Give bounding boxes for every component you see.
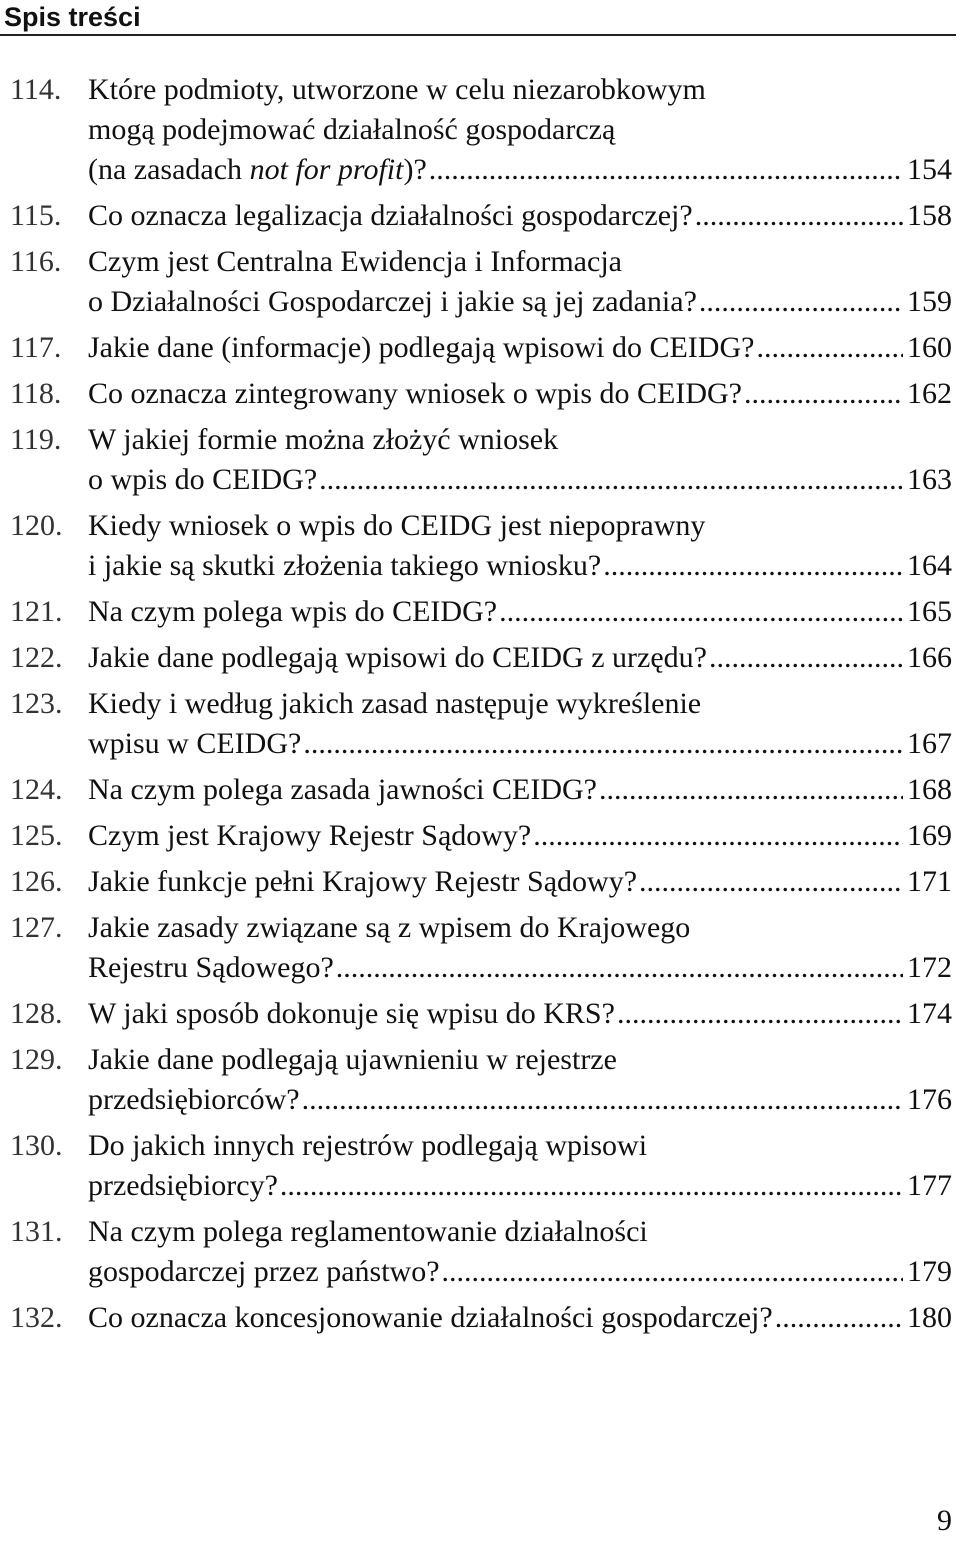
- toc-entry[interactable]: [10, 862, 952, 902]
- toc-entry-number: 123.: [10, 687, 63, 720]
- toc-entry-number: 119.: [10, 423, 62, 456]
- toc-entry-title-line: Jakie dane podlegają wpisowi do CEIDG z urzędu?: [88, 641, 707, 674]
- toc-entry-title-line: Co oznacza zintegrowany wniosek o wpis do CEIDG?: [88, 377, 742, 410]
- toc-entry-page: 169: [907, 819, 952, 852]
- toc-entry-body: [88, 908, 952, 988]
- toc-entry-leader-line: [88, 1080, 952, 1120]
- toc-entry-title-line: wpisu w CEIDG?: [88, 727, 302, 760]
- toc-entry-title-line: przedsiębiorców?: [88, 1083, 300, 1116]
- toc-entry-body: [88, 862, 952, 902]
- toc-entry[interactable]: [10, 374, 952, 414]
- toc-entry-body: [88, 420, 952, 500]
- toc-entry-number: 117.: [10, 331, 62, 364]
- toc-entry-page: 165: [907, 595, 952, 628]
- toc-entry-title-line: gospodarczej przez państwo?: [88, 1255, 440, 1288]
- toc-entry-number: 129.: [10, 1043, 63, 1076]
- dot-leader: [300, 1080, 903, 1120]
- toc-entry-title-line: Na czym polega wpis do CEIDG?: [88, 595, 498, 628]
- toc-entry-title-line: przedsiębiorcy?: [88, 1169, 278, 1202]
- toc-entry-leader-line: [88, 374, 952, 414]
- toc-entry-page: 168: [907, 773, 952, 806]
- toc-entry-page: 159: [907, 285, 952, 318]
- toc-entry-leader-line: [88, 1298, 952, 1338]
- toc-entry-number: 120.: [10, 509, 63, 542]
- toc-entry-body: [88, 770, 952, 810]
- page-title: Spis treści: [4, 2, 141, 32]
- toc-entry-page: 179: [907, 1255, 952, 1288]
- toc-entry-page: 177: [907, 1169, 952, 1202]
- dot-leader: [317, 460, 903, 500]
- toc-entry-leader-line: [88, 638, 952, 678]
- dot-leader: [742, 374, 903, 414]
- toc-entry-leader-line: [88, 150, 952, 190]
- toc-entry[interactable]: [10, 506, 952, 586]
- toc-entry-page: 163: [907, 463, 952, 496]
- toc-entry-page: 160: [907, 331, 952, 364]
- toc-entry-title-line: Jakie dane (informacje) podlegają wpisowi do CEIDG?: [88, 331, 755, 364]
- dot-leader: [601, 546, 903, 586]
- toc-entry-title-line: Na czym polega zasada jawności CEIDG?: [88, 773, 597, 806]
- dot-leader: [427, 150, 903, 190]
- toc-entry-leader-line: [88, 196, 952, 236]
- toc-entry[interactable]: [10, 328, 952, 368]
- dot-leader: [278, 1166, 903, 1206]
- toc-entry[interactable]: [10, 1212, 952, 1292]
- toc-entry-title-line: Co oznacza koncesjonowanie działalności gospodarczej?: [88, 1301, 773, 1334]
- toc-entry-leader-line: [88, 724, 952, 764]
- toc-entry-leader-line: [88, 994, 952, 1034]
- toc-entry-body: [88, 506, 952, 586]
- toc-entry-number: 122.: [10, 641, 63, 674]
- toc-entry-title-line: Które podmioty, utworzone w celu niezarobkowym: [88, 73, 706, 106]
- toc-entry-title-line: (na zasadach not for profit)?: [88, 153, 427, 186]
- dot-leader: [615, 994, 903, 1034]
- toc-entry-title-line: Rejestru Sądowego?: [88, 951, 334, 984]
- page-number: 9: [937, 1504, 952, 1537]
- toc-entry-page: 176: [907, 1083, 952, 1116]
- toc-entry-leader-line: [88, 460, 952, 500]
- toc-entry-title-line: Kiedy wniosek o wpis do CEIDG jest niepoprawny: [88, 509, 706, 542]
- dot-leader: [301, 724, 903, 764]
- toc-entry-leader-line: [88, 282, 952, 322]
- dot-leader: [531, 816, 903, 856]
- dot-leader: [637, 862, 903, 902]
- toc-entry-page: 166: [907, 641, 952, 674]
- toc-entry-number: 118.: [10, 377, 62, 410]
- dot-leader: [773, 1298, 903, 1338]
- toc-entry[interactable]: [10, 638, 952, 678]
- toc-entry-body: [88, 328, 952, 368]
- toc-entry-leader-line: [88, 1166, 952, 1206]
- toc-entry-body: [88, 242, 952, 322]
- toc-entry-number: 132.: [10, 1301, 63, 1334]
- page-header: [0, 0, 956, 36]
- toc-entry[interactable]: [10, 70, 952, 190]
- toc-entry-number: 127.: [10, 911, 63, 944]
- toc-entry-number: 128.: [10, 997, 63, 1030]
- toc-entry-title-line: o wpis do CEIDG?: [88, 463, 318, 496]
- toc-entry-title-line: Na czym polega reglamentowanie działalności: [88, 1215, 648, 1248]
- toc-entry-title-line: Jakie dane podlegają ujawnieniu w rejestrze: [88, 1043, 617, 1076]
- toc-entry[interactable]: [10, 1040, 952, 1120]
- toc-entry-page: 162: [907, 377, 952, 410]
- toc-entry[interactable]: [10, 196, 952, 236]
- toc-entry[interactable]: [10, 770, 952, 810]
- dot-leader: [597, 770, 903, 810]
- dot-leader: [697, 282, 903, 322]
- toc-entry[interactable]: [10, 592, 952, 632]
- table-of-contents: [10, 70, 952, 1344]
- toc-entry-page: 154: [907, 153, 952, 186]
- toc-entry-number: 131.: [10, 1215, 63, 1248]
- toc-entry-body: [88, 1298, 952, 1338]
- toc-entry-title-line: Do jakich innych rejestrów podlegają wpisowi: [88, 1129, 648, 1162]
- toc-entry-number: 121.: [10, 595, 63, 628]
- toc-entry-title-line: Kiedy i według jakich zasad następuje wykreślenie: [88, 687, 702, 720]
- toc-entry-body: [88, 196, 952, 236]
- toc-entry-title-line: Czym jest Centralna Ewidencja i Informacja: [88, 245, 622, 278]
- toc-entry-number: 116.: [10, 245, 62, 278]
- toc-entry-leader-line: [88, 948, 952, 988]
- toc-entry[interactable]: [10, 420, 952, 500]
- dot-leader: [707, 638, 903, 678]
- dot-leader: [754, 328, 903, 368]
- toc-entry-leader-line: [88, 1252, 952, 1292]
- toc-entry-body: [88, 70, 952, 190]
- toc-entry-page: 174: [907, 997, 952, 1030]
- toc-entry[interactable]: [10, 1298, 952, 1338]
- toc-entry-body: [88, 994, 952, 1034]
- toc-entry-body: [88, 1040, 952, 1120]
- toc-entry-number: 115.: [10, 199, 62, 232]
- toc-entry-title-line: W jaki sposób dokonuje się wpisu do KRS?: [88, 997, 615, 1030]
- dot-leader: [497, 592, 903, 632]
- toc-entry-title-line: o Działalności Gospodarczej i jakie są jej zadania?: [88, 285, 697, 318]
- dot-leader: [693, 196, 903, 236]
- toc-entry-number: 114.: [10, 73, 62, 106]
- dot-leader: [334, 948, 903, 988]
- toc-entry-page: 167: [907, 727, 952, 760]
- toc-entry[interactable]: [10, 242, 952, 322]
- toc-entry[interactable]: [10, 1126, 952, 1206]
- toc-entry-number: 130.: [10, 1129, 63, 1162]
- toc-entry-title-line: mogą podejmować działalność gospodarczą: [88, 113, 616, 146]
- toc-entry-body: [88, 1126, 952, 1206]
- toc-entry-page: 172: [907, 951, 952, 984]
- toc-entry-leader-line: [88, 328, 952, 368]
- toc-entry-number: 124.: [10, 773, 63, 806]
- toc-entry-number: 126.: [10, 865, 63, 898]
- toc-entry-title-line: i jakie są skutki złożenia takiego wniosku?: [88, 549, 602, 582]
- toc-entry-leader-line: [88, 546, 952, 586]
- emphasis-text: not for profit: [249, 153, 404, 186]
- toc-entry-page: 171: [907, 865, 952, 898]
- toc-entry[interactable]: [10, 816, 952, 856]
- toc-entry-body: [88, 638, 952, 678]
- toc-entry-title-line: Jakie zasady związane są z wpisem do Krajowego: [88, 911, 691, 944]
- toc-entry-page: 164: [907, 549, 952, 582]
- toc-entry-body: [88, 684, 952, 764]
- toc-entry[interactable]: [10, 684, 952, 764]
- toc-entry-leader-line: [88, 816, 952, 856]
- toc-entry[interactable]: [10, 908, 952, 988]
- toc-entry-leader-line: [88, 770, 952, 810]
- toc-entry-body: [88, 1212, 952, 1292]
- toc-entry-leader-line: [88, 862, 952, 902]
- toc-entry-title-line: W jakiej formie można złożyć wniosek: [88, 423, 559, 456]
- toc-entry-page: 158: [907, 199, 952, 232]
- toc-entry-body: [88, 374, 952, 414]
- toc-entry-page: 180: [907, 1301, 952, 1334]
- toc-entry-number: 125.: [10, 819, 63, 852]
- toc-entry-title-line: Co oznacza legalizacja działalności gospodarczej?: [88, 199, 693, 232]
- toc-entry-body: [88, 816, 952, 856]
- toc-entry-body: [88, 592, 952, 632]
- toc-entry-title-line: Jakie funkcje pełni Krajowy Rejestr Sądowy?: [88, 865, 638, 898]
- toc-entry-leader-line: [88, 592, 952, 632]
- toc-entry-title-line: Czym jest Krajowy Rejestr Sądowy?: [88, 819, 532, 852]
- dot-leader: [440, 1252, 903, 1292]
- toc-entry[interactable]: [10, 994, 952, 1034]
